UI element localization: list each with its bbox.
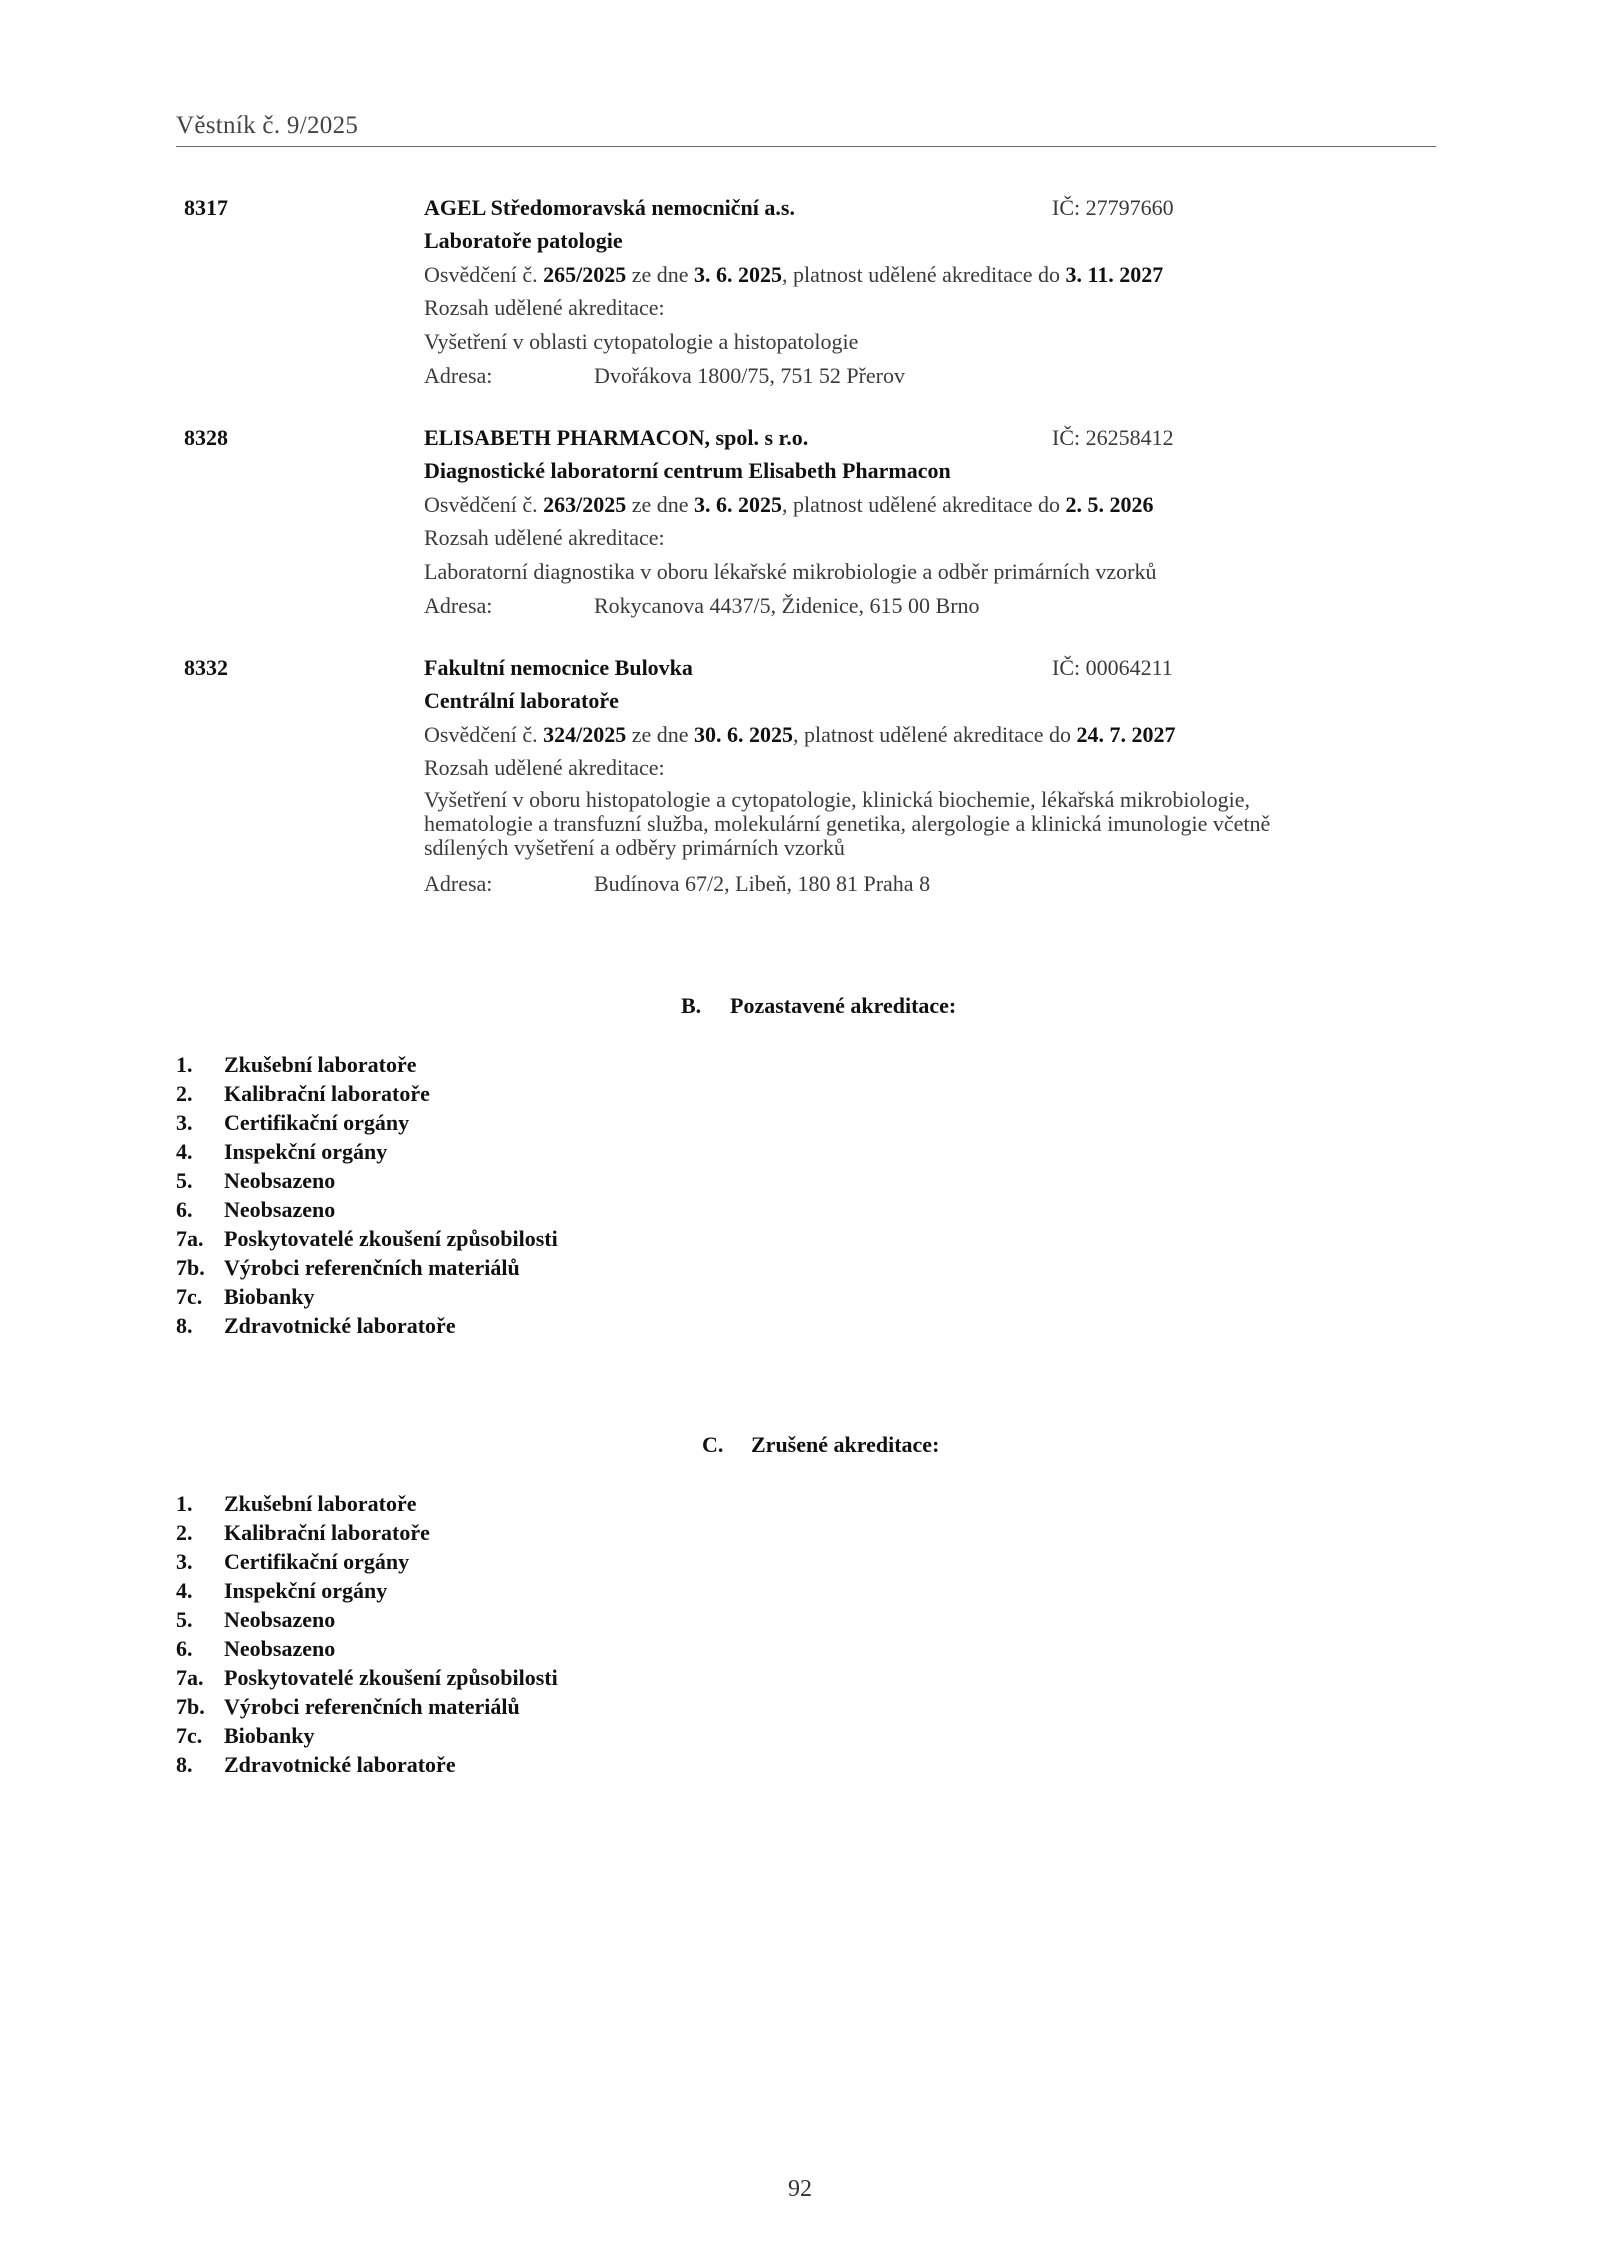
- scope-line: hematologie a transfuzní služba, molekulární genetika, alergologie a klinická imunologie včetně: [424, 811, 1271, 836]
- organization-name: AGEL Středomoravská nemocniční a.s.: [424, 195, 795, 220]
- scope-text: [424, 788, 1384, 860]
- section-letter: C.: [702, 1432, 724, 1457]
- scope-line: sdílených vyšetření a odběry primárních vzorků: [424, 835, 845, 860]
- department-name: Diagnostické laboratorní centrum Elisabeth Pharmacon: [424, 458, 951, 483]
- department-name: Laboratoře patologie: [424, 228, 623, 253]
- address-value: Rokycanova 4437/5, Židenice, 615 00 Brno: [594, 593, 980, 618]
- company-id: IČ: 27797660: [1052, 195, 1174, 220]
- address-label: Adresa:: [424, 871, 493, 896]
- running-header: Věstník č. 9/2025: [176, 112, 359, 139]
- header-rule: [176, 146, 1436, 147]
- scope-label: Rozsah udělené akreditace:: [424, 295, 665, 320]
- section-letter: B.: [681, 993, 702, 1018]
- scope-label: Rozsah udělené akreditace:: [424, 525, 665, 550]
- certificate-line: Osvědčení č. 324/2025 ze dne 30. 6. 2025, platnost udělené akreditace do 24. 7. 2027: [424, 722, 1176, 747]
- document-page: Věstník č. 9/2025 8317 AGEL Středomoravská nemocniční a.s. IČ: 27797660 Laboratoře patologie Osvědčení č. 265/2025 ze dne 3. 6. 2025, platnost udělené akreditace do 3. 11. 2027 Rozsah udělené akreditace: Vyšetření v oblasti cytopatologie a histopatologie Adresa: Dvořákova 1800/75, 751 52 Přerov 8328 ELISABETH PHARMACON, spol. s r.o. IČ: 26258412 Diagnostické laboratorní centrum Elisabeth Pharmacon Osvědčení č. 263/2025 ze dne 3. 6. 2025, platnost udělené akreditace do 2. 5. 2026 Rozsah udělené akreditace: Laboratorní diagnostika v oboru lékařské mikrobiologie a odběr primárních vzorků Adresa: Rokycanova 4437/5, Židenice, 615 00 Brno 8332 Fakultní nemocnice Bulovka IČ: 00064211 Centrální laboratoře Osvědčení č. 324/2025 ze dne 30. 6. 2025, platnost udělené akreditace do 24. 7. 2027 Rozsah udělené akreditace: Vyšetření v oboru histopatologie a cytopatologie, klinická biochemie, lékařská mikrobiologie, hematologie a transfuzní služba, molekulární genetika, alergologie a klinická imunologie včetně sdílených vyšetření a odběry primárních vzorků Adresa: Budínova 67/2, Libeň, 180 81 Praha 8 B. Pozastavené akreditace: 1. Zkušební laboratoře 2. Kalibrační laboratoře 3. Certifikační orgány 4. Inspekční orgány 5. Neobsazeno 6. Neobsazeno 7a. Poskytovatelé zkoušení způsobilosti 7b. Výrobci referenčních materiálů 7c. Biobanky 8. Zdravotnické laboratoře C. Zrušené akreditace: 1. Zkušební laboratoře 2. Kalibrační laboratoře 3. Certifikační orgány 4. Inspekční orgány 5. Neobsazeno 6. Neobsazeno 7a. Poskytovatelé zkoušení způsobilosti 7b. Výrobci referenčních materiálů 7c. Biobanky 8. Zdravotnické laboratoře 92: [0, 0, 1600, 2263]
- organization-name: ELISABETH PHARMACON, spol. s r.o.: [424, 425, 809, 450]
- scope-line: Vyšetření v oboru histopatologie a cytopatologie, klinická biochemie, lékařská mikrobiologie,: [424, 787, 1251, 812]
- address-value: Dvořákova 1800/75, 751 52 Přerov: [594, 363, 906, 388]
- scope-text: Vyšetření v oblasti cytopatologie a histopatologie: [424, 329, 859, 354]
- scope-label: Rozsah udělené akreditace:: [424, 755, 665, 780]
- section-title: Zrušené akreditace:: [751, 1432, 940, 1457]
- organization-name: Fakultní nemocnice Bulovka: [424, 655, 693, 680]
- entry-number: 8332: [184, 655, 228, 680]
- address-label: Adresa:: [424, 593, 493, 618]
- scope-text: Laboratorní diagnostika v oboru lékařské mikrobiologie a odběr primárních vzorků: [424, 559, 1157, 584]
- entry-number: 8328: [184, 425, 228, 450]
- entry-number: 8317: [184, 195, 228, 220]
- company-id: IČ: 26258412: [1052, 425, 1174, 450]
- certificate-line: Osvědčení č. 263/2025 ze dne 3. 6. 2025, platnost udělené akreditace do 2. 5. 2026: [424, 492, 1154, 517]
- address-value: Budínova 67/2, Libeň, 180 81 Praha 8: [594, 871, 931, 896]
- address-label: Adresa:: [424, 363, 493, 388]
- page-number: 92: [788, 2176, 812, 2202]
- certificate-line: Osvědčení č. 265/2025 ze dne 3. 6. 2025, platnost udělené akreditace do 3. 11. 2027: [424, 262, 1164, 287]
- section-title: Pozastavené akreditace:: [730, 993, 957, 1018]
- department-name: Centrální laboratoře: [424, 688, 619, 713]
- company-id: IČ: 00064211: [1052, 655, 1173, 680]
